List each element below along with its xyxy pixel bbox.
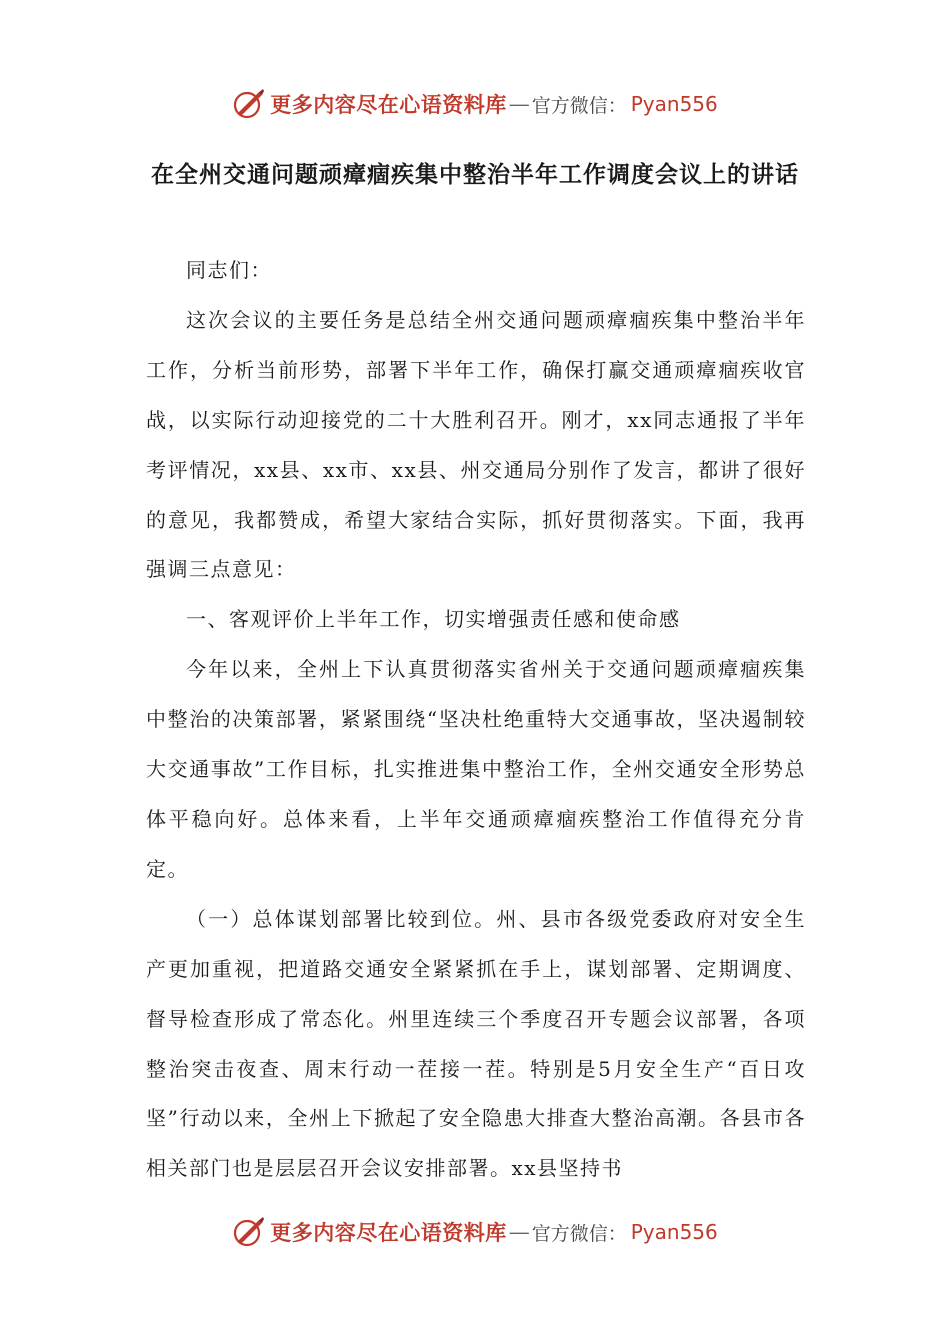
document-body bbox=[146, 246, 806, 1194]
banner-brand-text: 更多内容尽在心语资料库 bbox=[270, 92, 507, 117]
banner-separator: — bbox=[508, 92, 530, 116]
pen-logo-icon bbox=[232, 87, 266, 121]
section-heading: 一、客观评价上半年工作，切实增强责任感和使命感 bbox=[186, 607, 681, 632]
banner-wechat-id: Pyan556 bbox=[630, 1220, 718, 1244]
footer-watermark-banner bbox=[0, 1212, 950, 1252]
header-watermark-banner bbox=[0, 84, 950, 124]
banner-wechat-label: 官方微信： bbox=[531, 94, 627, 117]
banner-wechat-id: Pyan556 bbox=[630, 92, 718, 116]
document-title: 在全州交通问题顽瘴痼疾集中整治半年工作调度会议上的讲话 bbox=[151, 161, 799, 188]
banner-wechat-label: 官方微信： bbox=[531, 1222, 627, 1245]
body-paragraph: 这次会议的主要任务是总结全州交通问题顽瘴痼疾集中整治半年工作，分析当前形势，部署下半年工作，确保打赢交通顽瘴痼疾收官战，以实际行动迎接党的二十大胜利召开。刚才，xx同志通报了半年考评情况，xx县、xx市、xx县、州交通局分别作了发言，都讲了很好的意见，我都赞成，希望大家结合实际，抓好贯彻落实。下面，我再强调三点意见： bbox=[146, 307, 806, 582]
body-paragraph: 今年以来，全州上下认真贯彻落实省州关于交通问题顽瘴痼疾集中整治的决策部署，紧紧围绕“坚决杜绝重特大交通事故，坚决遏制较大交通事故”工作目标，扎实推进集中整治工作，全州交通安全形势总体平稳向好。总体来看，上半年交通顽瘴痼疾整治工作值得充分肯定。 bbox=[146, 657, 806, 881]
banner-separator: — bbox=[508, 1220, 530, 1244]
pen-logo-icon bbox=[232, 1215, 266, 1249]
banner-brand-text: 更多内容尽在心语资料库 bbox=[270, 1220, 507, 1245]
body-paragraph: （一）总体谋划部署比较到位。州、县市各级党委政府对安全生产更加重视，把道路交通安全紧紧抓在手上，谋划部署、定期调度、督导检查形成了常态化。州里连续三个季度召开专题会议部署，各项整治突击夜查、周末行动一茬接一茬。特别是5月安全生产“百日攻坚”行动以来，全州上下掀起了安全隐患大排查大整治高潮。各县市各相关部门也是层层召开会议安排部署。xx县坚持书 bbox=[146, 906, 806, 1181]
salutation: 同志们： bbox=[186, 258, 272, 282]
